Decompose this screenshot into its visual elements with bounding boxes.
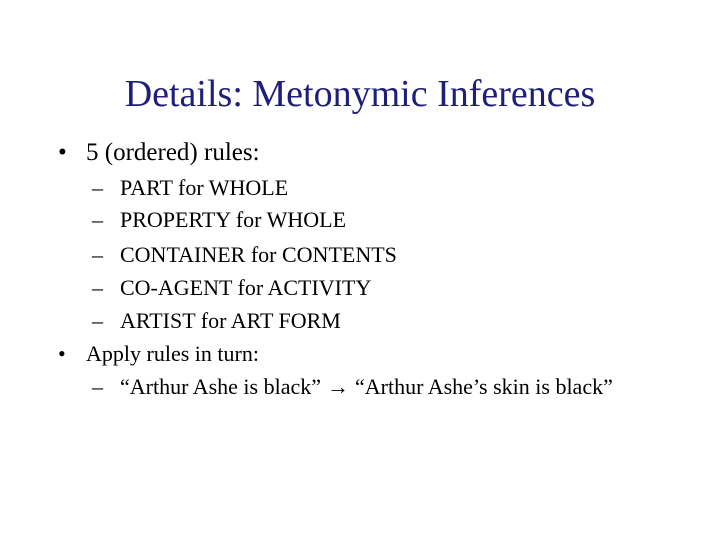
bullet-item-rules: [58, 138, 260, 168]
bullet-glyph: •: [58, 139, 67, 166]
dash-glyph: –: [92, 374, 103, 399]
sub-item: [92, 173, 288, 203]
sub-item: [92, 205, 346, 235]
example-before: “Arthur Ashe is black”: [120, 374, 321, 399]
sub-item: [92, 306, 341, 336]
bullet-item-apply: [58, 339, 259, 369]
sub-item-text: CO-AGENT for ACTIVITY: [120, 275, 372, 300]
dash-glyph: –: [92, 175, 103, 200]
slide-title: Details: Metonymic Inferences: [124, 73, 596, 115]
sub-item: [92, 273, 371, 303]
sub-item-text: CONTAINER for CONTENTS: [120, 242, 397, 267]
right-arrow-icon: →: [327, 374, 349, 399]
dash-glyph: –: [92, 207, 103, 232]
sub-item-text: PART for WHOLE: [120, 175, 289, 200]
dash-glyph: –: [92, 308, 103, 333]
example-after: “Arthur Ashe’s skin is black”: [355, 374, 613, 399]
sub-item-text: PROPERTY for WHOLE: [120, 207, 347, 232]
bullet-text: 5 (ordered) rules:: [86, 139, 260, 166]
dash-glyph: –: [92, 242, 103, 267]
sub-item-text: ARTIST for ART FORM: [120, 308, 341, 333]
bullet-text: Apply rules in turn:: [86, 341, 259, 366]
sub-item: [92, 240, 397, 270]
bullet-glyph: •: [58, 341, 66, 366]
example-item: [92, 372, 613, 402]
dash-glyph: –: [92, 275, 103, 300]
